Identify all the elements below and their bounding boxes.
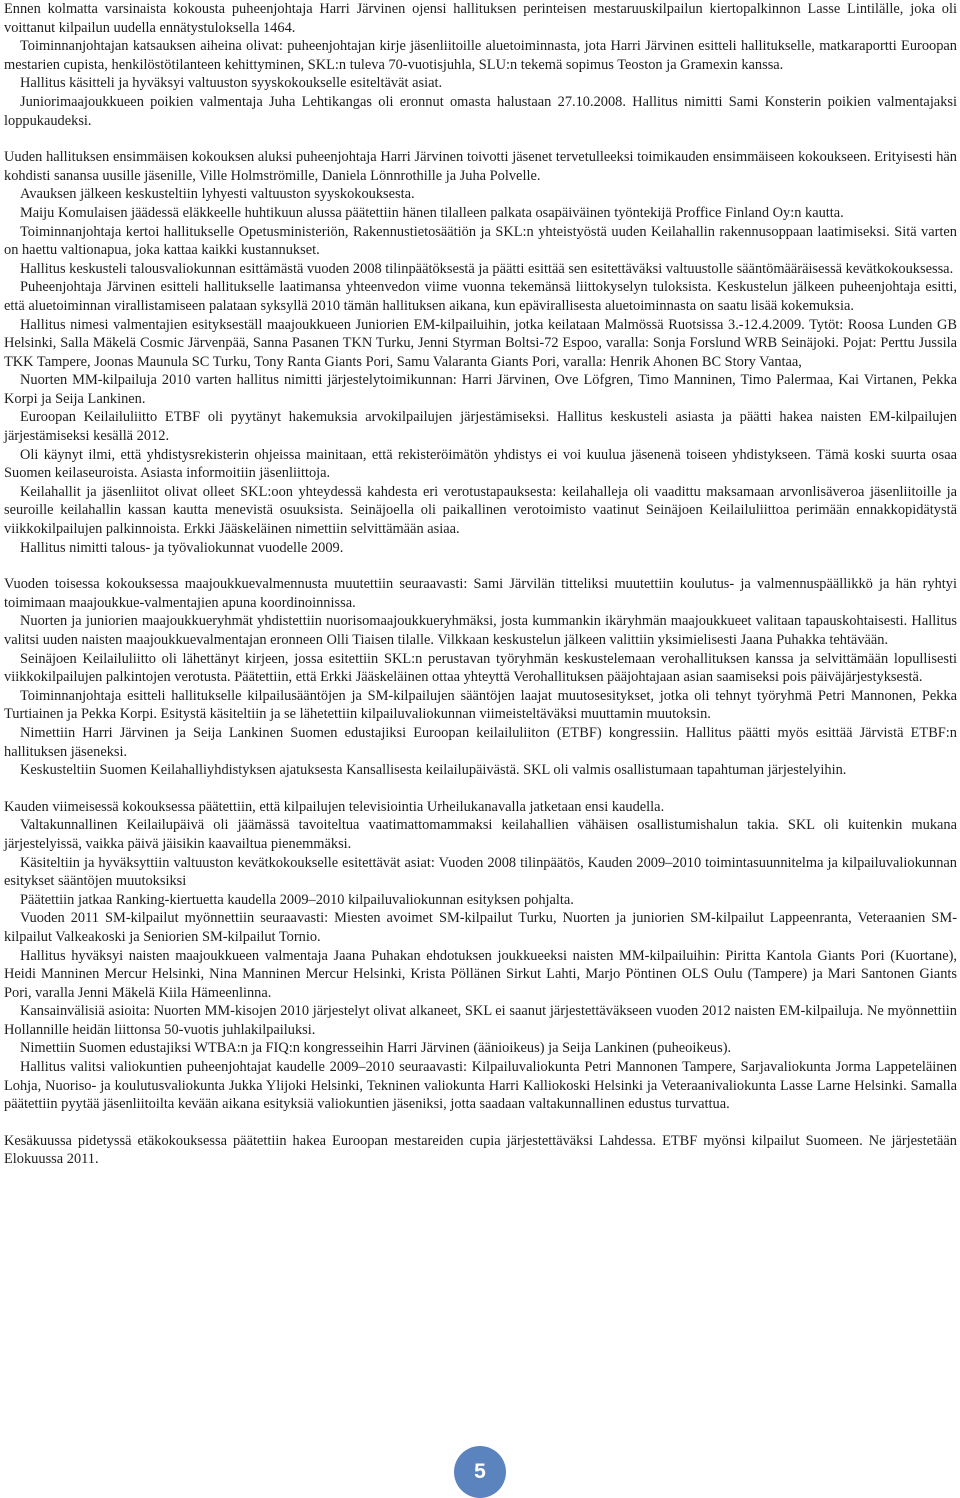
document-body — [4, 0, 957, 1169]
page-number-badge: 5 — [454, 1446, 506, 1498]
document-section — [4, 1132, 957, 1169]
paragraph: Hallitus nimesi valmentajien esitykseställ maajoukkueen Juniorien EM-kilpailuihin, jotka keilataan Malmössä Ruotsissa 3.-12.4.2009. Tytöt: Roosa Lunden GB Helsinki, Salla Mäkelä Cosmic Järvenpää, Sanna Pasanen TKN Turku, Jenni Styrman Boltsi-72 Espoo, varalla: Sonja Forslund WRB Seinäjoki. Pojat: Perttu Jussila TKK Tampere, Joonas Maunula SC Turku, Tony Ranta Giants Pori, Samu Valaranta Giants Pori, varalla: Henrik Ahonen BC Story Vantaa, — [4, 316, 957, 370]
paragraph: Hallitus keskusteli talousvaliokunnan esittämästä vuoden 2008 tilinpäätöksestä ja päätti esittää sen esitettäväksi valtuustolle sääntömääräisessä kevätkokouksessa. — [20, 260, 954, 277]
paragraph: Kesäkuussa pidetyssä etäkokouksessa päätettiin hakea Euroopan mestareiden cupia järjestettäväksi Lahdessa. ETBF myönsi kilpailut Suomeen. Ne järjestetään Elokuussa 2011. — [4, 1132, 957, 1168]
paragraph: Uuden hallituksen ensimmäisen kokouksen aluksi puheenjohtaja Harri Järvinen toivotti jäsenet tervetulleeksi toimikauden ensimmäiseen kokoukseen. Erityisesti hän kohdisti sanansa uusille jäsenille, Ville Holmströmille, Daniela Lönnrothille ja Juha Polvelle. — [4, 149, 957, 184]
paragraph: Hallitus käsitteli ja hyväksyi valtuuston syyskokoukselle esiteltävät asiat. — [20, 75, 443, 92]
paragraph: Maiju Komulaisen jäädessä eläkkeelle huhtikuun alussa päätettiin hänen tilalleen palkata osapäiväinen työntekijä Proffice Finland Oy:n kautta. — [20, 204, 844, 221]
paragraph: Toiminnanjohtaja esitteli hallitukselle kilpailusääntöjen ja SM-kilpailujen sääntöjen laajat muutosesitykset, jotka oli tehnyt työryhmä Petri Mannonen, Pekka Turtiainen ja Pekka Korpi. Esitystä käsiteltiin ja se lähetettiin kilpailuvaliokunnan viimeisteltäväksi muuttamin muutoksin. — [4, 687, 957, 723]
paragraph: Käsiteltiin ja hyväksyttiin valtuuston kevätkokoukselle esitettävät asiat: Vuoden 2008 tilinpäätös, Kauden 2009–2010 toimintasuunnitelma ja kilpailuvaliokunnan esitykset sääntöjen muutoksiksi — [4, 854, 957, 890]
paragraph: Nimettiin Suomen edustajiksi WTBA:n ja FIQ:n kongresseihin Harri Järvinen (äänioikeus) ja Seija Lankinen (puheoikeus). — [20, 1040, 732, 1057]
paragraph: Vuoden 2011 SM-kilpailut myönnettiin seuraavasti: Miesten avoimet SM-kilpailut Turku, Nuorten ja juniorien SM-kilpailut Lappeenranta, Veteraanien SM-kilpailut Valkeakoski ja Seniorien SM-kilpailut Tornio. — [4, 910, 957, 945]
paragraph: Keilahallit ja jäsenliitot olivat olleet SKL:oon yhteydessä kahdesta eri verotustapauksesta: keilahalleja oli vaadittu maksamaan arvonlisäveroa jäsenliitoille ja seuroille keilahallin kassan kautta menevistä osuuksista. Seinäjoella oli paikallinen verotoimisto vaatinut Seinäjoen Keilailuliittoa perimään ennakkopidätystä viikkokilpailujen palkinnoista. Erkki Jääskeläinen nimettiin selvittämään asiaa. — [4, 483, 957, 538]
document-section — [4, 575, 957, 780]
paragraph: Vuoden toisessa kokouksessa maajoukkuevalmennusta muutettiin seuraavasti: Sami Järvilän titteliksi muutettiin koulutus- ja valmennuspäällikkö ja hän ryhtyi toimimaan maajoukkue-valmentajien apuna koordinoinnissa. — [4, 576, 957, 611]
paragraph: Valtakunnallinen Keilailupäivä oli jäämässä tavoiteltua vaatimattomammaksi keilahallien vähäisen osallistumishalun takia. SKL oli kuitenkin mukana järjestelyissä, vaikka päivä jäisikin kaavailtua pienemmäksi. — [4, 817, 957, 852]
paragraph: Toiminnanjohtajan katsauksen aiheina olivat: puheenjohtajan kirje jäsenliitoille aluetoiminnasta, jota Harri Järvinen esitteli hallitukselle, matkaraportti Euroopan mestarien cupista, henkilöstötilanteen kehittyminen, SKL:n tuleva 70-vuotisjuhla, SLU:n tekemä sopimus Teoston ja Gramexin kanssa. — [4, 38, 957, 73]
paragraph: Nuorten ja juniorien maajoukkueryhmät yhdistettiin nuorisomaajoukkueryhmäksi, josta kummankin ikäryhmän maajoukkueet valitaan tapauskohtaisesti. Hallitus valitsi uuden naisten maajoukkuevalmentajan eronneen Olli Tiaisen tilalle. Vilkkaan keskustelun jälkeen valittiin yksimielisesti Jaana Puhakka tehtävään. — [4, 613, 957, 648]
paragraph: Nuorten MM-kilpailuja 2010 varten hallitus nimitti järjestelytoimikunnan: Harri Järvinen, Ove Löfgren, Timo Manninen, Timo Palermaa, Kai Virtanen, Pekka Korpi ja Seija Lankinen. — [4, 372, 957, 407]
paragraph: Oli käynyt ilmi, että yhdistysrekisterin ohjeissa mainitaan, että rekisteröimätön yhdistys ei voi kuulua jäsenenä toiseen yhdistykseen. Tämä koski suurta osaa Suomen keilaseuroista. Asiasta informoitiin jäsenliittoja. — [4, 446, 957, 482]
paragraph: Hallitus hyväksyi naisten maajoukkueen valmentaja Jaana Puhakan ehdotuksen joukkueeksi naisten MM-kilpailuihin: Piritta Kantola Giants Pori (Kuortane), Heidi Manninen Mercur Helsinki, Nina Manninen Mercur Helsinki, Krista Pöllänen Sirkut Lahti, Marjo Pöntinen OLS Oulu (Tampere) ja Mari Santonen Giants Pori, varalla Jenni Mäkelä Kiila Hämeenlinna. — [4, 947, 957, 1001]
paragraph: Hallitus nimitti talous- ja työvaliokunnat vuodelle 2009. — [20, 539, 344, 556]
paragraph: Toiminnanjohtaja kertoi hallitukselle Opetusministeriön, Rakennustietosäätiön ja SKL:n yhteistyöstä uuden Keilahallin rakennusoppaan laatimiseksi. Sitä varten on haettu valtionapua, joka kattaa kaikki kustannukset. — [4, 223, 957, 259]
paragraph: Avauksen jälkeen keskusteltiin lyhyesti valtuuston syyskokouksesta. — [20, 186, 415, 203]
paragraph: Keskusteltiin Suomen Keilahalliyhdistyksen ajatuksesta Kansallisesta keilailupäivästä. SKL oli valmis osallistumaan tapahtuman järjestelyihin. — [20, 762, 847, 779]
paragraph: Puheenjohtaja Järvinen esitteli hallitukselle laatimansa yhteenvedon viime vuonna tekemänsä liittokyselyn tuloksista. Keskustelun jälkeen puheenjohtaja esitti, että aluetoiminnan virallistamiseen palataan syksyllä 2010 tämän hallituksen aikana, kun epävirallisesta aluetoiminnasta on saatu lisää kokemuksia. — [4, 279, 957, 314]
paragraph: Euroopan Keilailuliitto ETBF oli pyytänyt hakemuksia arvokilpailujen järjestämiseksi. Hallitus keskusteli asiasta ja päätti hakea naisten EM-kilpailujen järjestämiseksi kesällä 2012. — [4, 409, 957, 445]
document-section — [4, 0, 957, 130]
paragraph: Päätettiin jatkaa Ranking-kiertuetta kaudella 2009–2010 kilpailuvaliokunnan esityksen pohjalta. — [20, 891, 574, 908]
paragraph: Juniorimaajoukkueen poikien valmentaja Juha Lehtikangas oli eronnut omasta halustaan 27.10.2008. Hallitus nimitti Sami Konsterin poikien valmentajaksi loppukaudeksi. — [4, 93, 957, 129]
paragraph: Kansainvälisiä asioita: Nuorten MM-kisojen 2010 järjestelyt olivat alkaneet, SKL ei saanut järjestettäväkseen vuoden 2012 naisten EM-kilpailuja. Ne myönnettiin Hollannille heidän liittonsa 50-vuotis juhlakilpailuksi. — [4, 1003, 957, 1038]
paragraph: Seinäjoen Keilailuliitto oli lähettänyt kirjeen, jossa esitettiin SKL:n perustavan työryhmän keskustelemaan verohallituksen kanssa ja selvittämään lopullisesti viikkokilpailujen palkintojen verotusta. Päätettiin, että Erkki Jääskeläinen ottaa yhteyttä Verohallituksen pääjohtajaan asian saamiseksi pois päiväjärjestyksestä. — [4, 650, 957, 686]
document-section — [4, 798, 957, 1114]
paragraph: Kauden viimeisessä kokouksessa päätettiin, että kilpailujen televisiointia Urheilukanavalla jatketaan ensi kaudella. — [4, 798, 665, 815]
document-section — [4, 148, 957, 557]
paragraph: Nimettiin Harri Järvinen ja Seija Lankinen Suomen edustajiksi Euroopan keilailuliiton (ETBF) kongressiin. Hallitus päätti myös esittää Järvistä ETBF:n hallituksen jäseneksi. — [4, 724, 957, 760]
paragraph: Ennen kolmatta varsinaista kokousta puheenjohtaja Harri Järvinen ojensi hallituksen perinteisen mestaruuskilpailun kiertopalkinnon Lasse Lintilälle, joka oli voittanut kilpailun uudella ennätystuloksella 1464. — [4, 1, 957, 36]
paragraph: Hallitus valitsi valiokuntien puheenjohtajat kaudelle 2009–2010 seuraavasti: Kilpailuvaliokunta Petri Mannonen Tampere, Sarjavaliokunta Jorma Lappeteläinen Lohja, Nuoriso- ja koulutusvaliokunta Jukka Ylijoki Helsinki, Tekninen valiokunta Harri Kalliokoski Helsinki ja Veteraanivaliokunta Lasse Larne Helsinki. Samalla päätettiin pyytää jäsenliitoilta kevään aikana esityksiä valiokuntien jäseniksi, jotta saadaan valtakunnallinen edustus turvattua. — [4, 1059, 957, 1113]
